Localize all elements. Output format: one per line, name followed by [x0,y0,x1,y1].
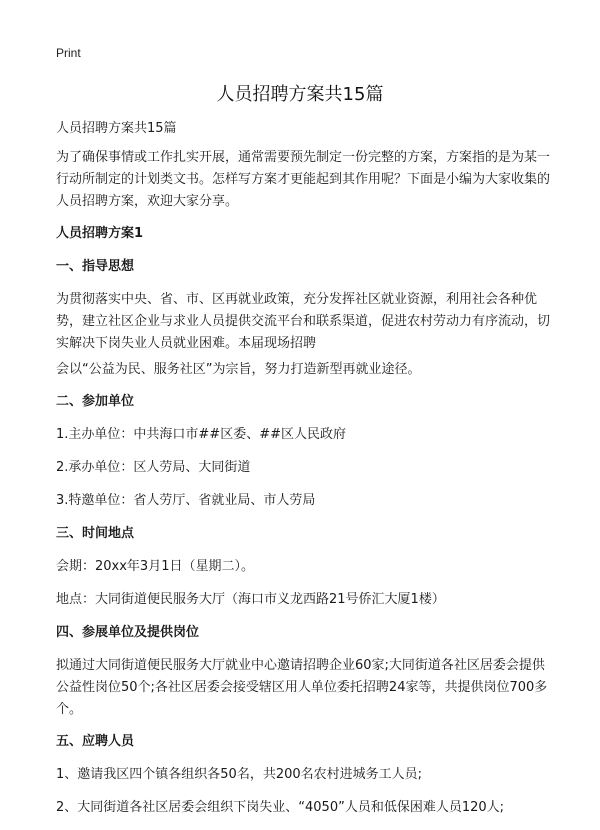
section-heading-time-place: 三、时间地点 [56,526,135,541]
section-heading-exhibitors: 四、参展单位及提供岗位 [56,625,200,640]
intro-paragraph: 为了确保事情或工作扎实开展，通常需要预先制定一份完整的方案，方案指的是为某一行动所制定的计划类文书。怎样写方案才更能起到其作用呢？下面是小编为大家收集的人员招聘方案，欢迎大家分享。 [56,150,551,209]
exhibitors-paragraph: 拟通过大同街道便民服务大厅就业中心邀请招聘企业60家;大同街道各社区居委会提供公益性岗位50个;各社区居委会接受辖区用人单位委托招聘24家等，共提供岗位700多个。 [56,658,548,717]
guiding-ideology-paragraph-2: 会以“公益为民、服务社区”为宗旨，努力打造新型再就业途径。 [56,362,421,377]
event-date: 会期：20xx年3月1日（星期二）。 [56,559,254,574]
participant-item-invited: 3.特邀单位：省人劳厅、省就业局、市人劳局 [56,493,316,508]
guiding-ideology-paragraph: 为贯彻落实中央、省、市、区再就业政策，充分发挥社区就业资源，利用社会各种优势，建立社区企业与求业人员提供交流平台和联系渠道，促进农村劳动力有序流动，切实解决下岗失业人员就业困难。本届现场招聘 [56,292,551,351]
section-heading-guiding-ideology: 一、指导思想 [56,259,135,274]
participant-item-organizer: 2.承办单位：区人劳局、大同街道 [56,460,251,475]
document-subtitle: 人员招聘方案共15篇 [56,121,177,136]
document-body [56,118,552,830]
plan-heading: 人员招聘方案1 [56,226,144,241]
section-heading-applicants: 五、应聘人员 [56,734,135,749]
applicant-item-1: 1、邀请我区四个镇各组织各50名，共200名农村进城务工人员; [56,767,423,782]
event-place: 地点：大同街道便民服务大厅（海口市义龙西路21号侨汇大厦1楼） [56,592,445,607]
document-title: 人员招聘方案共15篇 [216,84,384,105]
print-link[interactable]: Print [56,46,81,60]
section-heading-participants: 二、参加单位 [56,394,135,409]
applicant-item-2: 2、大同街道各社区居委会组织下岗失业、“4050”人员和低保困难人员120人; [56,800,505,815]
participant-item-host: 1.主办单位：中共海口市##区委、##区人民政府 [56,427,346,442]
